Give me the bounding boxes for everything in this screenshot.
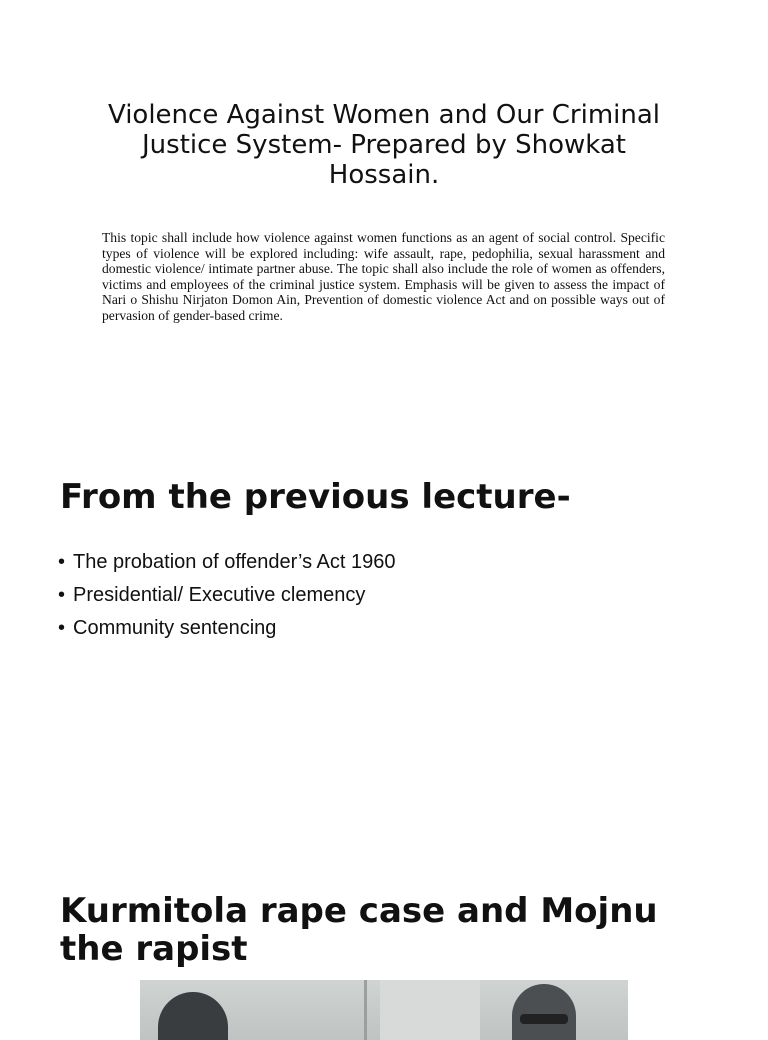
sunglasses [520,1014,568,1024]
slide-1 [0,0,768,420]
bullet-text: Community sentencing [73,617,277,639]
bullet-item [58,583,395,616]
person-right [512,984,576,1040]
bullet-icon: • [58,584,66,606]
bullet-icon: • [58,551,66,573]
slide-description: This topic shall include how violence against women functions as an agent of social control. Specific types of violence will be explored including: wife assault, rape, pedophilia, sexual harassment and domestic violence/ intimate partner abuse. The topic shall also include the role of women as offenders, victims and employees of the criminal justice system. Emphasis will be given to assess the impact of Nari o Shishu Nirjaton Domon Ain, Prevention of domestic violence Act and on possible ways out of pervasion of gender-based crime. [102,230,665,323]
bullet-text: Presidential/ Executive clemency [73,584,366,606]
slide-title: Violence Against Women and Our Criminal Justice System- Prepared by Showkat Hossain. [107,100,661,190]
photo-divider [364,980,367,1040]
slide-2 [0,440,768,860]
photo-background [380,980,480,1040]
bullet-text: The probation of offender’s Act 1960 [73,551,396,573]
bullet-list [58,550,395,649]
bullet-icon: • [58,617,66,639]
slide-heading: Kurmitola rape case and Mojnu the rapist [60,891,658,969]
bullet-item [58,550,395,583]
bullet-item [58,616,395,649]
slide-3 [0,870,768,1024]
person-left [158,992,228,1040]
slide-heading: From the previous lecture- [60,477,571,517]
case-photo [140,980,628,1040]
